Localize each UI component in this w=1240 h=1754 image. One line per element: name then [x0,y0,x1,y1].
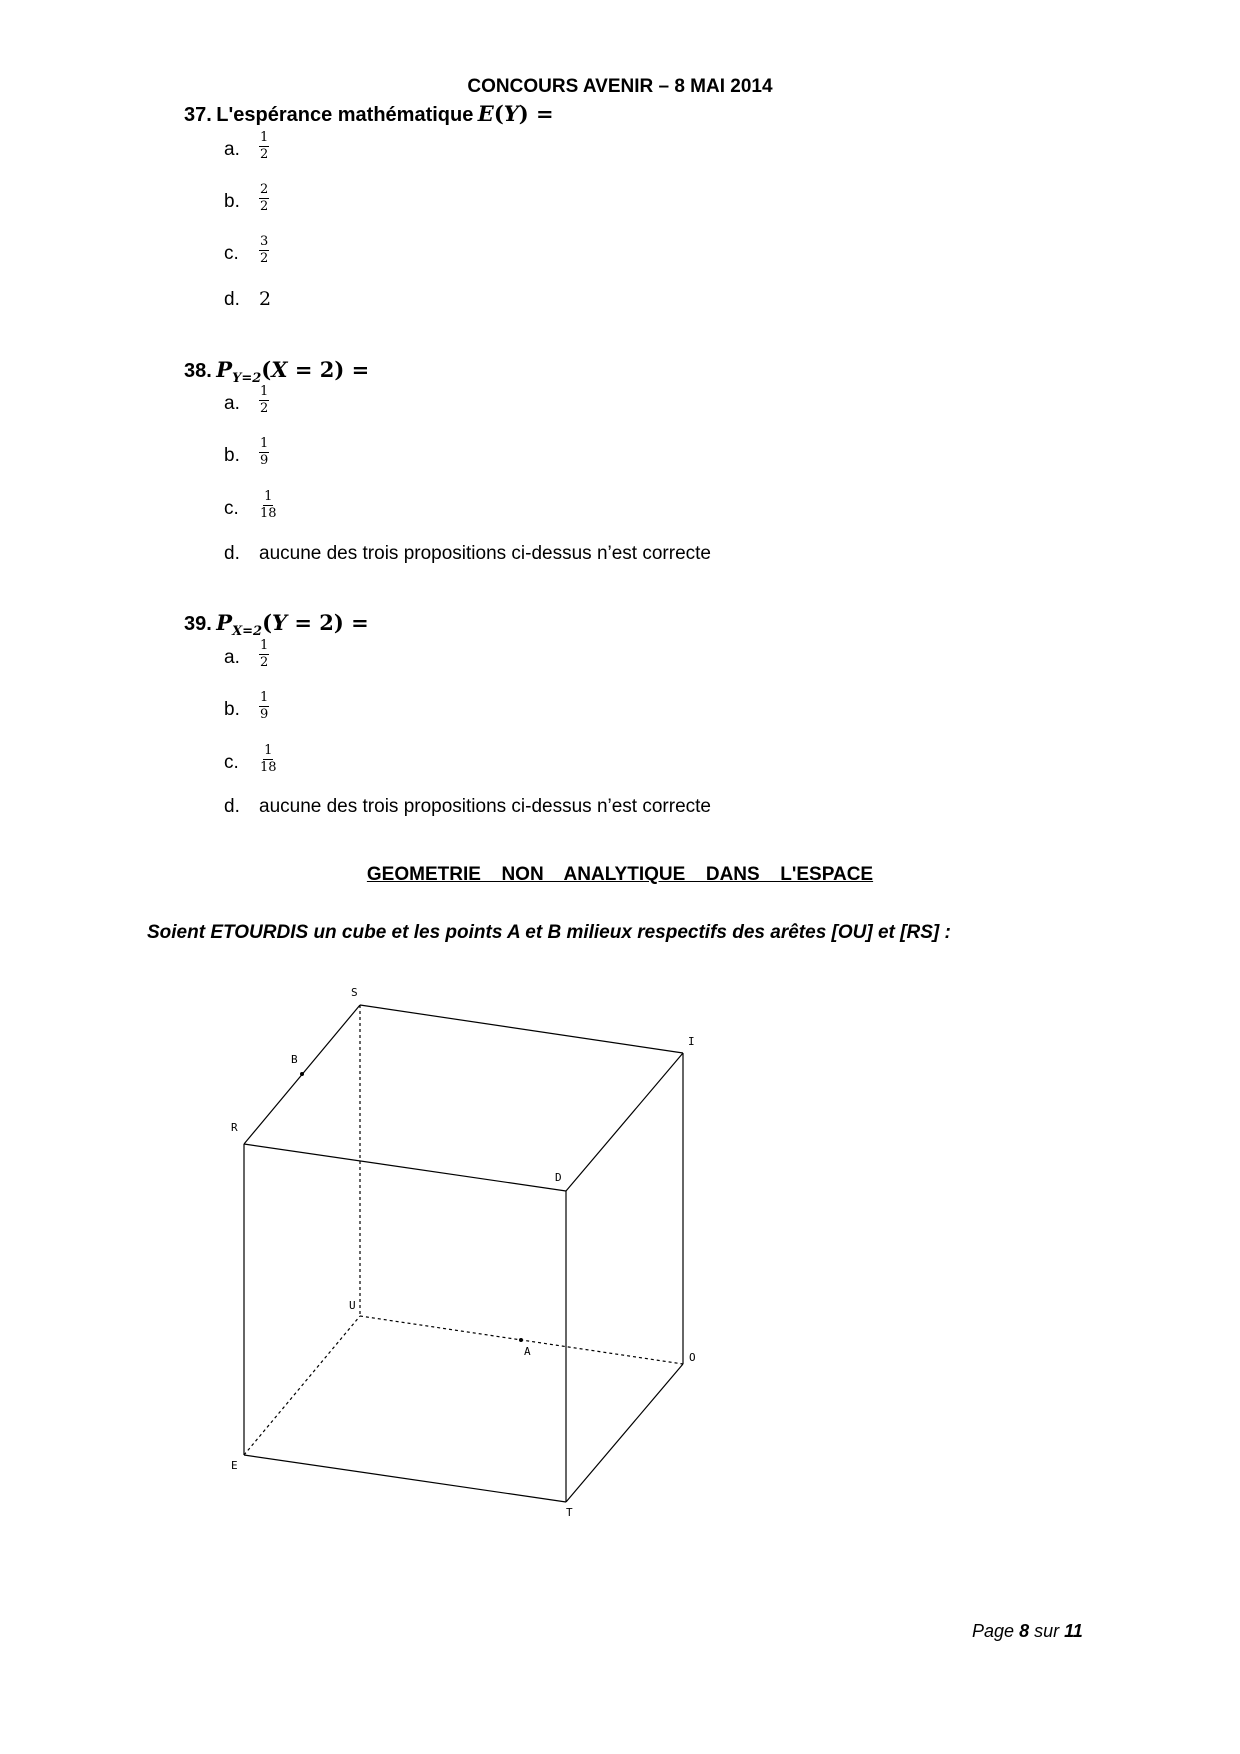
point-A [519,1338,523,1342]
label-S: S [351,986,358,999]
label-A: A [524,1345,531,1358]
option-fraction: $\frac{1}{9}$ [260,436,269,468]
option-value: 2 [259,288,272,310]
option-label: d. [224,289,240,310]
page-number: 8 [1019,1621,1030,1641]
label-D: D [555,1171,562,1184]
option-label: a. [224,139,240,160]
label-I: I [688,1035,695,1048]
hidden-edge-EU [244,1316,360,1455]
edge-RD [244,1144,566,1191]
option-label: b. [224,445,240,466]
option-fraction: $\frac{3}{2}$ [260,234,269,266]
option-label: b. [224,699,240,720]
point-B [300,1072,304,1076]
option-fraction: $\frac{1}{9}$ [260,690,269,722]
option-text: aucune des trois propositions ci-dessus n’est correcte [259,543,712,564]
question-number: 38. [184,360,212,382]
option-fraction: $\frac{1}{18}$ [260,489,277,521]
option-label: d. [224,796,240,817]
option-label: c. [224,498,239,519]
label-T: T [566,1506,573,1519]
label-U: U [349,1299,356,1312]
question-formula: E(Y) = [477,101,554,126]
option-fraction: $\frac{1}{2}$ [260,384,269,416]
option-label: c. [224,243,239,264]
option-label: a. [224,393,240,414]
edge-ET [244,1455,566,1502]
edge-TO [566,1364,683,1502]
section-title: GEOMETRIE NON ANALYTIQUE DANS L'ESPACE [366,864,874,885]
option-text: aucune des trois propositions ci-dessus n’est correcte [259,796,712,817]
page-header: CONCOURS AVENIR – 8 MAI 2014 [467,76,773,97]
question-formula: $P_{Y=2}(X = 2)$ = [216,357,370,387]
option-fraction: $\frac{1}{2}$ [260,638,269,670]
question-formula: $P_{X=2}(Y = 2)$ = [216,610,369,640]
intro-text: Soient ETOURDIS un cube et les points A et B milieux respectifs des arêtes [OU] et [RS] : [147,922,951,943]
option-label: a. [224,647,240,668]
page-total: 11 [1064,1621,1083,1641]
option-fraction: $\frac{1}{18}$ [260,743,277,775]
option-label: d. [224,543,240,564]
question-text: L'espérance mathématique [216,104,474,126]
question-number: 39. [184,613,212,635]
option-label: b. [224,191,240,212]
page-footer: Page 8 sur 11 [972,1621,1083,1641]
label-R: R [231,1121,238,1134]
edge-DI [566,1053,683,1191]
label-E: E [231,1459,238,1472]
label-O: O [689,1351,696,1364]
edge-SI [360,1005,683,1053]
question-number: 37. [184,104,212,126]
option-fraction: $\frac{2}{2}$ [260,182,269,214]
option-label: c. [224,752,239,773]
option-fraction: $\frac{1}{2}$ [260,130,269,162]
label-B: B [291,1053,298,1066]
